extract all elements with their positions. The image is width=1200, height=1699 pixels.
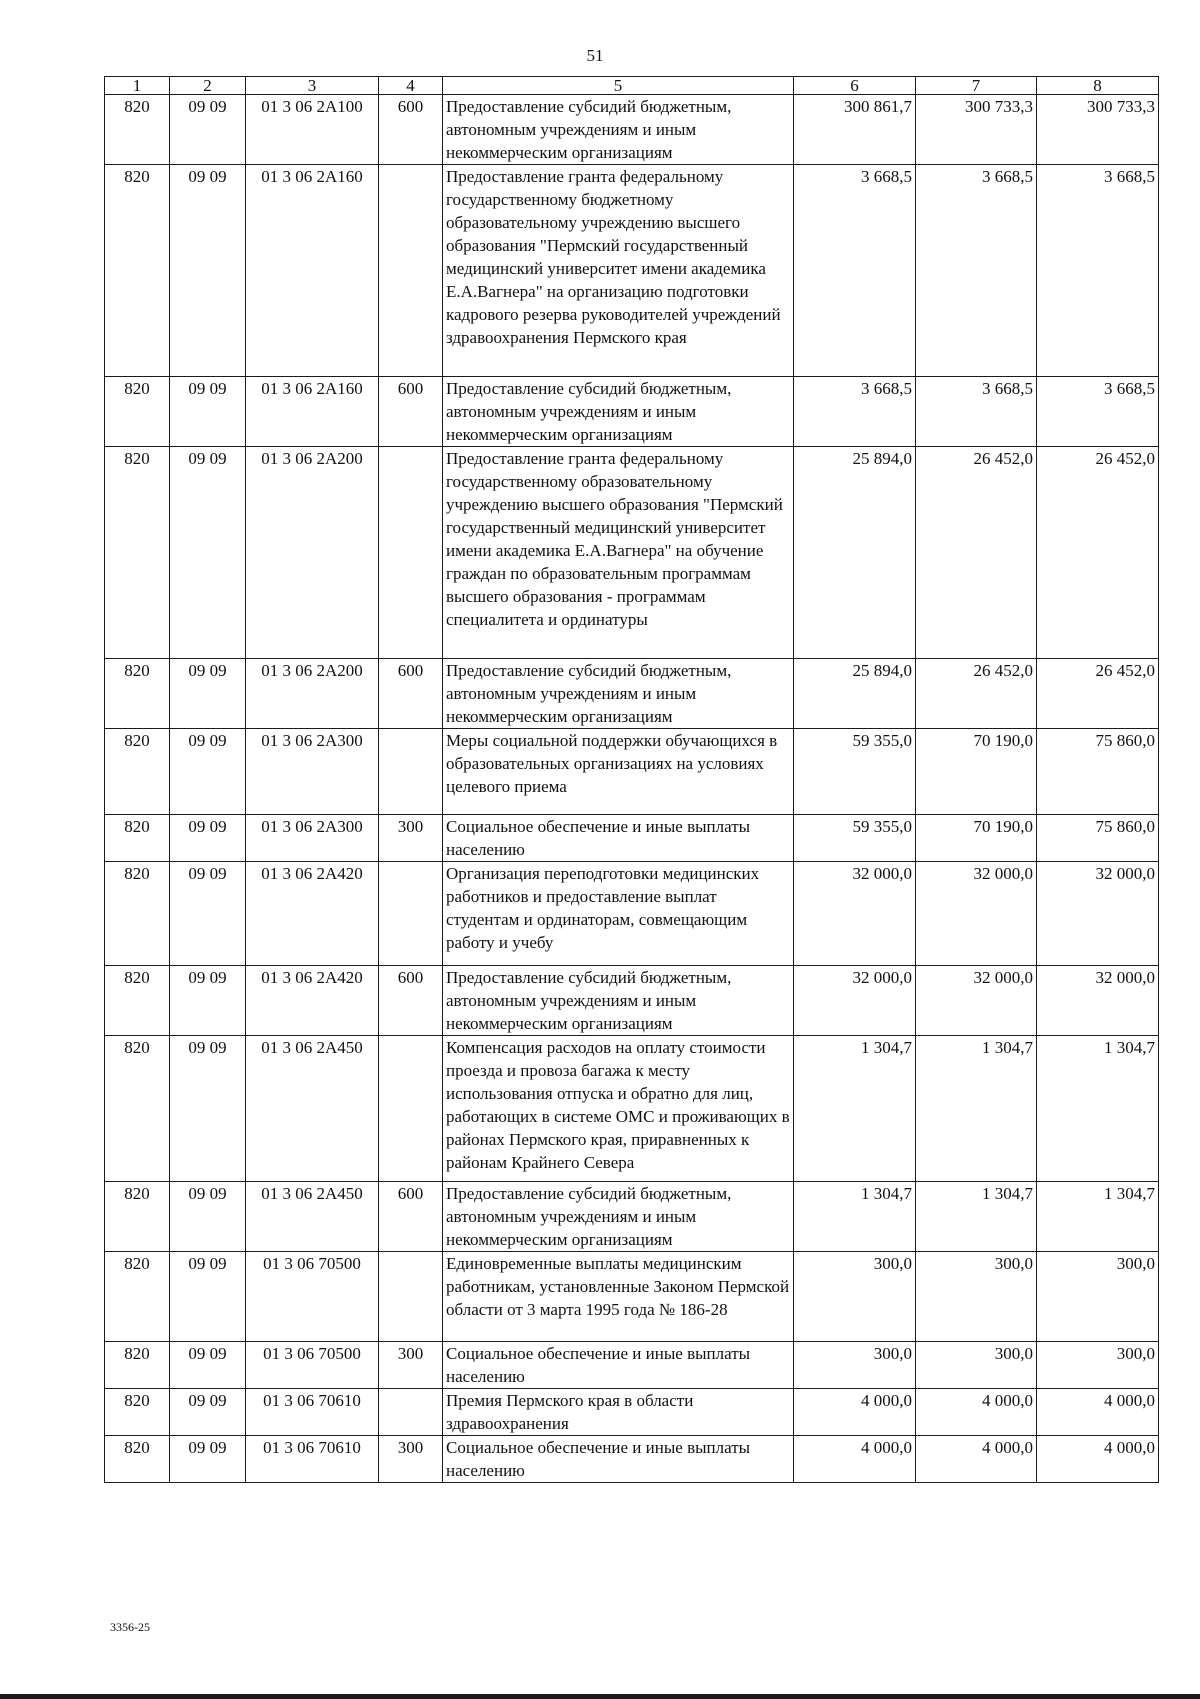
section-code-cell: 09 09 [170, 1389, 246, 1436]
expense-type-cell [379, 1036, 443, 1182]
column-header: 2 [170, 77, 246, 95]
amount-year3-cell: 75 860,0 [1037, 729, 1159, 815]
description-cell: Предоставление субсидий бюджетным, автономным учреждениям и иным некоммерческим организациям [443, 966, 794, 1036]
amount-year3-cell: 3 668,5 [1037, 377, 1159, 447]
expense-type-cell: 300 [379, 1436, 443, 1483]
amount-year1-cell: 300,0 [794, 1252, 916, 1342]
table-row [105, 165, 1159, 377]
amount-year3-cell: 4 000,0 [1037, 1436, 1159, 1483]
admin-code-cell: 820 [105, 447, 170, 659]
bottom-edge-line [0, 1694, 1200, 1699]
admin-code-cell: 820 [105, 1182, 170, 1252]
amount-year1-cell: 1 304,7 [794, 1036, 916, 1182]
admin-code-cell: 820 [105, 165, 170, 377]
amount-year1-cell: 4 000,0 [794, 1436, 916, 1483]
amount-year2-cell: 4 000,0 [916, 1436, 1037, 1483]
table-body [105, 95, 1159, 1483]
amount-year2-cell: 3 668,5 [916, 165, 1037, 377]
target-article-cell: 01 3 06 2A200 [246, 659, 379, 729]
expense-type-cell: 600 [379, 95, 443, 165]
amount-year2-cell: 32 000,0 [916, 862, 1037, 966]
target-article-cell: 01 3 06 2A200 [246, 447, 379, 659]
column-header: 5 [443, 77, 794, 95]
section-code-cell: 09 09 [170, 447, 246, 659]
table-row [105, 815, 1159, 862]
admin-code-cell: 820 [105, 966, 170, 1036]
description-cell: Организация переподготовки медицинских работников и предоставление выплат студентам и ординаторам, совмещающим работу и учебу [443, 862, 794, 966]
section-code-cell: 09 09 [170, 1252, 246, 1342]
amount-year2-cell: 32 000,0 [916, 966, 1037, 1036]
amount-year1-cell: 300,0 [794, 1342, 916, 1389]
admin-code-cell: 820 [105, 1342, 170, 1389]
description-cell: Социальное обеспечение и иные выплаты населению [443, 1342, 794, 1389]
section-code-cell: 09 09 [170, 729, 246, 815]
section-code-cell: 09 09 [170, 1436, 246, 1483]
table-row [105, 1252, 1159, 1342]
target-article-cell: 01 3 06 2A420 [246, 966, 379, 1036]
admin-code-cell: 820 [105, 815, 170, 862]
expense-type-cell [379, 1389, 443, 1436]
description-cell: Предоставление субсидий бюджетным, автономным учреждениям и иным некоммерческим организациям [443, 377, 794, 447]
description-cell: Предоставление гранта федеральному государственному бюджетному образовательному учреждению высшего образования "Пермский государственный медицинский университет имени академика Е.А.Вагнера" на организацию подготовки кадрового резерва руководителей учреждений здравоохранения Пермского края [443, 165, 794, 377]
expense-type-cell [379, 1252, 443, 1342]
table-row [105, 966, 1159, 1036]
amount-year3-cell: 1 304,7 [1037, 1036, 1159, 1182]
target-article-cell: 01 3 06 70500 [246, 1342, 379, 1389]
table-row [105, 862, 1159, 966]
table-row [105, 1182, 1159, 1252]
section-code-cell: 09 09 [170, 966, 246, 1036]
column-header: 6 [794, 77, 916, 95]
admin-code-cell: 820 [105, 729, 170, 815]
target-article-cell: 01 3 06 70610 [246, 1389, 379, 1436]
amount-year1-cell: 300 861,7 [794, 95, 916, 165]
table-row [105, 95, 1159, 165]
admin-code-cell: 820 [105, 1436, 170, 1483]
description-cell: Компенсация расходов на оплату стоимости проезда и провоза багажа к месту использования отпуска и обратно для лиц, работающих в системе ОМС и проживающих в районах Пермского края, приравненных к районам Крайнего Севера [443, 1036, 794, 1182]
amount-year1-cell: 25 894,0 [794, 659, 916, 729]
expense-type-cell [379, 447, 443, 659]
amount-year1-cell: 3 668,5 [794, 165, 916, 377]
amount-year1-cell: 32 000,0 [794, 862, 916, 966]
description-cell: Предоставление субсидий бюджетным, автономным учреждениям и иным некоммерческим организациям [443, 95, 794, 165]
expense-type-cell [379, 729, 443, 815]
column-header: 8 [1037, 77, 1159, 95]
description-cell: Социальное обеспечение и иные выплаты населению [443, 815, 794, 862]
admin-code-cell: 820 [105, 1389, 170, 1436]
section-code-cell: 09 09 [170, 1182, 246, 1252]
table-header [105, 77, 1159, 95]
amount-year3-cell: 300,0 [1037, 1342, 1159, 1389]
amount-year3-cell: 4 000,0 [1037, 1389, 1159, 1436]
section-code-cell: 09 09 [170, 377, 246, 447]
expense-type-cell: 600 [379, 1182, 443, 1252]
target-article-cell: 01 3 06 2A300 [246, 815, 379, 862]
amount-year2-cell: 1 304,7 [916, 1036, 1037, 1182]
section-code-cell: 09 09 [170, 1036, 246, 1182]
admin-code-cell: 820 [105, 659, 170, 729]
target-article-cell: 01 3 06 2A420 [246, 862, 379, 966]
table-row [105, 1436, 1159, 1483]
amount-year2-cell: 300,0 [916, 1252, 1037, 1342]
target-article-cell: 01 3 06 2A300 [246, 729, 379, 815]
target-article-cell: 01 3 06 2A100 [246, 95, 379, 165]
amount-year2-cell: 4 000,0 [916, 1389, 1037, 1436]
admin-code-cell: 820 [105, 862, 170, 966]
target-article-cell: 01 3 06 70610 [246, 1436, 379, 1483]
section-code-cell: 09 09 [170, 862, 246, 966]
amount-year3-cell: 1 304,7 [1037, 1182, 1159, 1252]
table-row [105, 659, 1159, 729]
admin-code-cell: 820 [105, 95, 170, 165]
column-header: 4 [379, 77, 443, 95]
column-header: 3 [246, 77, 379, 95]
table-row [105, 447, 1159, 659]
description-cell: Единовременные выплаты медицинским работникам, установленные Законом Пермской области от 3 марта 1995 года № 186-28 [443, 1252, 794, 1342]
column-header: 1 [105, 77, 170, 95]
amount-year2-cell: 3 668,5 [916, 377, 1037, 447]
admin-code-cell: 820 [105, 377, 170, 447]
amount-year1-cell: 3 668,5 [794, 377, 916, 447]
target-article-cell: 01 3 06 70500 [246, 1252, 379, 1342]
section-code-cell: 09 09 [170, 1342, 246, 1389]
table-row [105, 729, 1159, 815]
amount-year2-cell: 26 452,0 [916, 659, 1037, 729]
description-cell: Социальное обеспечение и иные выплаты населению [443, 1436, 794, 1483]
admin-code-cell: 820 [105, 1036, 170, 1182]
target-article-cell: 01 3 06 2A160 [246, 165, 379, 377]
table-row [105, 377, 1159, 447]
amount-year3-cell: 300,0 [1037, 1252, 1159, 1342]
amount-year3-cell: 3 668,5 [1037, 165, 1159, 377]
expense-type-cell: 600 [379, 966, 443, 1036]
amount-year1-cell: 32 000,0 [794, 966, 916, 1036]
section-code-cell: 09 09 [170, 659, 246, 729]
amount-year3-cell: 300 733,3 [1037, 95, 1159, 165]
expense-type-cell [379, 165, 443, 377]
amount-year3-cell: 32 000,0 [1037, 862, 1159, 966]
description-cell: Предоставление субсидий бюджетным, автономным учреждениям и иным некоммерческим организациям [443, 1182, 794, 1252]
amount-year3-cell: 26 452,0 [1037, 659, 1159, 729]
description-cell: Предоставление субсидий бюджетным, автономным учреждениям и иным некоммерческим организациям [443, 659, 794, 729]
amount-year1-cell: 25 894,0 [794, 447, 916, 659]
amount-year2-cell: 1 304,7 [916, 1182, 1037, 1252]
admin-code-cell: 820 [105, 1252, 170, 1342]
section-code-cell: 09 09 [170, 165, 246, 377]
target-article-cell: 01 3 06 2A160 [246, 377, 379, 447]
expense-type-cell: 600 [379, 659, 443, 729]
target-article-cell: 01 3 06 2A450 [246, 1182, 379, 1252]
description-cell: Меры социальной поддержки обучающихся в образовательных организациях на условиях целевого приема [443, 729, 794, 815]
table-row [105, 1036, 1159, 1182]
amount-year1-cell: 4 000,0 [794, 1389, 916, 1436]
amount-year2-cell: 26 452,0 [916, 447, 1037, 659]
amount-year2-cell: 300 733,3 [916, 95, 1037, 165]
column-header: 7 [916, 77, 1037, 95]
amount-year3-cell: 75 860,0 [1037, 815, 1159, 862]
expense-type-cell [379, 862, 443, 966]
section-code-cell: 09 09 [170, 815, 246, 862]
table-row [105, 1389, 1159, 1436]
document-code: 3356-25 [110, 1620, 150, 1634]
expense-type-cell: 300 [379, 815, 443, 862]
section-code-cell: 09 09 [170, 95, 246, 165]
description-cell: Премия Пермского края в области здравоохранения [443, 1389, 794, 1436]
budget-table [104, 76, 1159, 1483]
amount-year1-cell: 1 304,7 [794, 1182, 916, 1252]
amount-year3-cell: 32 000,0 [1037, 966, 1159, 1036]
amount-year1-cell: 59 355,0 [794, 729, 916, 815]
amount-year3-cell: 26 452,0 [1037, 447, 1159, 659]
page-number: 51 [586, 46, 604, 65]
description-cell: Предоставление гранта федеральному государственному образовательному учреждению высшего образования "Пермский государственный медицинский университет имени академика Е.А.Вагнера" на обучение граждан по образовательным программам высшего образования - программам специалитета и ординатуры [443, 447, 794, 659]
amount-year1-cell: 59 355,0 [794, 815, 916, 862]
amount-year2-cell: 70 190,0 [916, 815, 1037, 862]
expense-type-cell: 300 [379, 1342, 443, 1389]
amount-year2-cell: 300,0 [916, 1342, 1037, 1389]
target-article-cell: 01 3 06 2A450 [246, 1036, 379, 1182]
expense-type-cell: 600 [379, 377, 443, 447]
table-row [105, 1342, 1159, 1389]
amount-year2-cell: 70 190,0 [916, 729, 1037, 815]
